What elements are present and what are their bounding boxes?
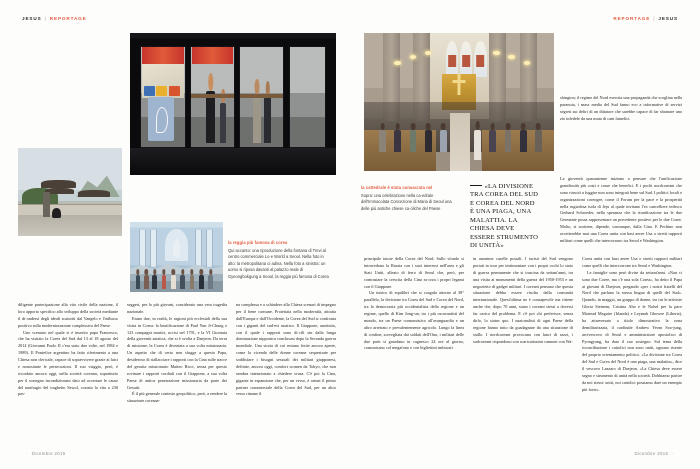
commuter-figure	[253, 95, 261, 143]
worshipper-figure	[440, 130, 447, 152]
paragraph: seggeri, per lo più giovani, considerato una vera tragedia nazionale.	[127, 302, 227, 314]
seated-visitor	[190, 275, 195, 289]
pull-quote-text: «LA DIVISIONE TRA COREA DEL SUD E COREA DEL NORD È UNA PIAGA, UNA MALATTIA. LA CHIESA DEVE ESSERE STRUMENTO DI UNITÀ»	[470, 183, 539, 250]
runhead-separator: |	[44, 16, 47, 21]
photo-seoul-subway	[130, 33, 336, 175]
worshipper-figure	[535, 130, 542, 152]
hanging-lamp	[493, 51, 499, 55]
stained-glass-window	[474, 41, 486, 77]
platform-poster-body	[142, 64, 184, 98]
stone-pillar	[43, 192, 50, 217]
platform-poster-banner	[192, 47, 234, 64]
paragraph: Le famiglie sono però divise da settant'anni. «Non ci sono due Coree, ma c'è una sola Corea», ha detto il Papa ai giovani di Daejeon, pregando «per i nostri fratelli del Nord che parlano la stessa lingua di quelli del Sud». Quando, in maggio, un gruppo di donne, tra cui le attiviste Gloria Steinem, Cristina Aho e le Nobel per la pace Mairead Maguire (Irlanda) e Leymah Gbowee (Liberia), ha attraversato a titolo dimostrativo la zona demilitarizzata, il cardinale Andrew Yeom Soo-jung, arcivescovo di Seoul e amministratore apostolico di Pyongyang, ha dato il suo sostegno. Sul tema della riconciliazione i cattolici non sono uniti, ognuno risente del proprio orientamento politico. «La divisione tra Corea del Sud e Corea del Nord è una piaga, una malattia», dice il vescovo Lazzaro di Daejeon. «La Chiesa deve essere segno e strumento di unità nella società. Dobbiamo partire da noi stessi: uniti, noi cattolici possiamo dare un esempio più forte».	[582, 269, 682, 392]
commuter-figure	[206, 91, 215, 143]
subway-window	[140, 46, 185, 148]
paragraph: È il più generale contesto geopolitico, però, a rendere la situazione coreana-	[127, 391, 227, 404]
commuter-figure	[264, 97, 271, 143]
hanging-lamp	[394, 61, 400, 65]
pull-quote	[470, 183, 540, 251]
issue-date: Dicembre 2015	[634, 451, 669, 456]
text-column	[560, 95, 682, 171]
text-column	[18, 302, 118, 430]
central-aisle	[450, 113, 471, 171]
handrail	[240, 94, 283, 99]
paragraph: Corea unita con basi aeree Usa o stretti rapporti militari come quelli che intercorrono tra Seoul e Washington.	[582, 256, 682, 268]
publication-name: JESUS	[658, 16, 678, 21]
facade-column	[206, 230, 213, 266]
caption-title: la reggia più famosa di corea	[228, 240, 288, 245]
stained-glass-window	[446, 41, 458, 77]
seated-visitor	[152, 275, 157, 289]
paragraph: na complessa e a schiudere alla Chiesa scenari di impegno per il bene comune. Proiettata nella modernità, attratta dall'Europa e dall'Occidente, la Corea del Sud si confronta con i giganti del sud-est asiatico. Il Giappone, anzitutto, con il quale i rapporti sono di·cili sin dalla lunga dominazione nipponica conclusasi dopo la Seconda guerra mondiale. Una storia di cui restano ferite ancora aperte, come la vicenda delle donne coreane sequestrate per soddisfare i bisogni sessuali dei militari giapponesi, definite, ancora oggi, comfort women da Tokyo, che non sembra intenzionato a chiedere scusa. C'è poi la Cina, gigante in espansione che, per un verso, è ormai il primo partner commerciale della Corea del Sud, per un altro verso rimane il	[236, 302, 336, 397]
paragraph: Un intrico di equilibri che si coagula attorno al 38° parallelo, la divisione tra Corea del Sud e Corea del Nord, tra la democrazia più occidentalista della regione e un regime, quello di Kim Jong-un, tra i più oscurantisti del mondo, tra un Paese consumistico all'avanguardia e un altro arretrato e prevalentemente agricolo. Lungo la linea di confine, sorvegliata dai soldati dell'Onu, i militari delle due parti si guardano in cagnesco 24 ore al giorno, comunicano col megafono e con bigliettini imbucati	[364, 290, 464, 351]
right-page-main-columns	[364, 256, 682, 430]
caption-title: la cattedrale è stata consacrata nel	[361, 185, 433, 190]
caption-trevi-fountain	[228, 240, 332, 280]
stained-glass-window	[460, 41, 472, 77]
hanging-lamp	[524, 61, 530, 65]
subway-window	[239, 46, 284, 148]
caption-body: Sopra: una celebrazione nella ca·edrale dell'Immacolata Concezione di Maria di Seoul una delle più antiche chiese ca·oliche del Paese	[361, 192, 452, 211]
page-number: ·	[672, 451, 674, 456]
paragraph: principale tutore della Corea del Nord. Sullo sfondo si intravedono la Russia con i suoi interessi nell'area e gli Stati Uniti, alleato di ferro di Seoul che, però, per contrastare la crescita della Cina ra·orza i propri legami con il Giappone.	[364, 256, 464, 289]
text-column	[236, 302, 336, 430]
worshipper-figure	[410, 130, 417, 152]
text-column	[473, 256, 573, 430]
worshipper-figure	[505, 130, 512, 152]
seated-visitor	[199, 275, 204, 289]
wheelchair-accessibility-icon	[148, 97, 174, 141]
facade-column	[139, 230, 146, 266]
photo-seoul-cathedral	[364, 33, 554, 171]
worshipper-figure	[520, 130, 527, 152]
commuter-figure	[220, 103, 226, 143]
worshipper-figure	[489, 130, 496, 152]
folio-left	[22, 451, 65, 456]
subway-window	[190, 46, 235, 148]
poster-swatch	[144, 86, 155, 96]
issue-date: Dicembre 2015	[31, 451, 66, 456]
poster-swatch	[169, 86, 180, 96]
platform-poster-banner	[142, 47, 184, 64]
caption-body: Qui accanto: una riproduzione della fontana di Trevi al centro commerciale Lo·e World a Seoul. Nella foto in alto: la metropolitana ci·adina. Nella foto a sinistra: un uomo si riposa davanti al palazzo reale di Gyeongbokgung a Seoul, la reggia più famosa di Corea	[228, 247, 329, 279]
paragraph: Erano due, in realtà, le ragioni più ecclesiali della sua visita in Corea: la beatificazione di Paul Yun Ji-Chung e 123 compagni martiri, uccisi nel 1791, e la VI Giornata della gioventù asiatica, che si è svolta a Daejeon. Da terra di missione, la Corea è diventata a sua volta missionaria. Un aspetto che di certo non sfugge a questo Papa, desideroso di riallacciare i rapporti con la Cina sulle tracce del gesuita missionario Matteo Ricci, senza per questo rovinare i rapporti cordiali con il Giappone, a sua volta Paese di antica penetrazione missionaria da parte dei Gesuiti.	[127, 315, 227, 390]
caption-seoul-cathedral	[361, 185, 461, 212]
stained-glass-panel	[462, 55, 470, 67]
crucifix-icon	[457, 74, 460, 95]
paragraph: in anonime caselle postali. I turisti del Sud vengono portati in tour per testimoniare con i propri occhi lo stato di guerra permanente che si trascina da settant'anni, tra una visita ai monumenti della guerra del 1950-1953 e un negozietto di gadget militari. I coreani pensano che questa situazione debba essere risolta dalla comunità internazionale. Quest'ultima ne è consapevole ma ritiene anche che, dopo 70 anni, siano i coreani stessi a doversi far carico del problema. E c'è poi chi preferisce, senza dirlo, lo status quo. I nazionalisti di ogni Paese della regione hanno tutto da guadagnare da una situazione di stallo. I nordcoreani provocano con lanci di razzi, i sudcoreani rispondono con scaricatissimi cannoni con Wa-	[473, 256, 573, 344]
worshipper-figure	[474, 130, 481, 160]
seated-visitor	[144, 275, 149, 289]
paragraph: shington; il regime del Nord esercita una propaganda che scoglina nella paranoia, i mass media del Sud fanno eco a informative di servizi segreti sui deliri di un dittatore che sarebbe capace di far sbranare uno zio infedele da una muta di cani famelici.	[560, 95, 682, 121]
right-page-top-column	[560, 95, 682, 171]
worshipper-figure	[425, 130, 432, 152]
palace-roof	[41, 180, 76, 188]
facade-column	[195, 230, 202, 266]
folio-right	[635, 451, 678, 456]
section-name: REPORTAGE	[49, 16, 87, 21]
facade-column	[150, 230, 157, 266]
stained-glass-panel	[477, 55, 485, 67]
text-column	[364, 256, 464, 430]
paragraph: La gioventù quarantenne iniziano a pensare che l'unificazione grandiosità più costi e casse che benefici. E i pochi nordcoreani che sono riusciti a fuggire non sono integrati bene sul Sud. I politici locali e organizzazioni coreogee, come il Forum per la pace e la prosperità nella rugiadosa isola di Jeju al quale invitano l'ex cancelliere tedesco Gerhard Schroeder, nella speranza che la riunificazione tra le due Germanie possa rappresentare un precedente positivo per le due Coree. Molto, si sostiene, dipende, comunque, dalla Cina. E Pechino non accetterebbe mai una Corea unita con basi aeree Usa o stretti rapporti militari come quelli che intercorrono tra Seoul e Washington.	[560, 176, 682, 243]
seated-visitor	[136, 275, 141, 289]
seated-visitor	[180, 275, 185, 289]
figure-head	[208, 73, 214, 91]
publication-name: JESUS	[22, 16, 42, 21]
stained-glass-panel	[448, 55, 456, 67]
train-lower-body	[130, 148, 336, 175]
runhead-separator: |	[653, 16, 656, 21]
photo-trevi-fountain-replica	[130, 222, 223, 292]
seated-visitor	[208, 275, 213, 289]
pull-quote-rule	[470, 185, 482, 186]
handrail	[191, 94, 234, 99]
paragraph: diligente partecipazione alla vita civile della nazione, il loro apporto specifico allo sviluppo della società mediante il di·ondersi degli ideali scaturiti dal Vangelo e l'influsso positivo sulla modernizzazione complessiva del Paese.	[18, 302, 118, 328]
resting-man-figure	[52, 208, 60, 219]
running-head-left	[22, 16, 87, 21]
text-column	[127, 302, 227, 430]
seated-visitor	[162, 275, 167, 289]
section-name: REPORTAGE	[613, 16, 651, 21]
poster-swatch	[156, 86, 167, 96]
subway-window	[289, 46, 326, 148]
worshipper-figure	[394, 130, 401, 152]
platform-bg	[290, 47, 325, 147]
worshipper-figure	[379, 130, 386, 152]
paragraph: Uno scenario nel quale si è inserito papa Francesco, che ha visitato la Corea del Sud dal 13 al 18 agosto del 2014 (Giovanni Paolo II c'era stato due volte, nel 1984 e 1989). Il Pontefice argentino ha fatto riferimento a una Chiesa non clericale, capace di sopravvivere grazie ai laici e nonostante le persecuzioni. Il suo viaggio, però, è ricordato ancora oggi, nella società coreana, soprattutto per il sostegno incondizionato dato ad accertare le cause del naufragio del traghetto Sewol, costato la vita a 230 pas-	[18, 329, 118, 397]
palace-roof	[78, 190, 109, 197]
page-number: ·	[26, 451, 28, 456]
running-head-right	[613, 16, 678, 21]
road	[18, 215, 122, 236]
text-column	[582, 256, 682, 430]
left-page-text-columns	[18, 302, 336, 430]
seated-visitor	[171, 275, 176, 289]
oceanus-statue	[173, 239, 180, 257]
photo-gyeongbokgung-palace	[18, 148, 122, 236]
